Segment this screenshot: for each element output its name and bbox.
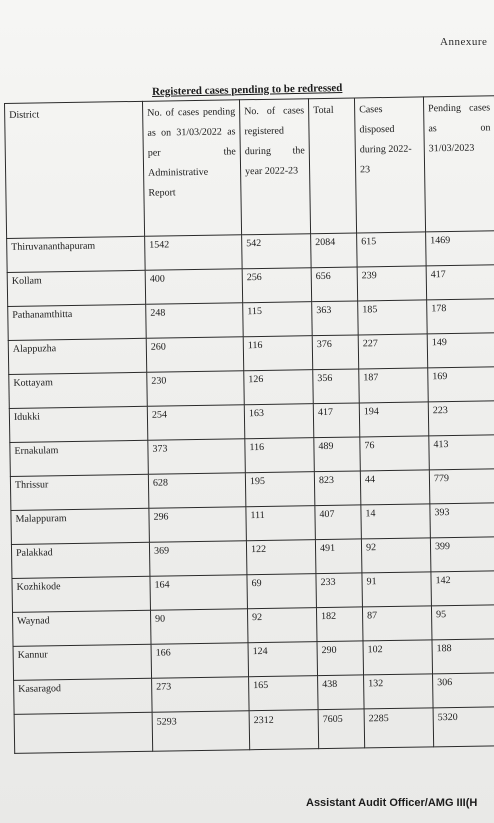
cell-district: Thiruvananthapuram (7, 236, 146, 272)
header-disposed: Cases disposed during 2022-23 (354, 97, 425, 233)
cell-registered: 116 (243, 336, 313, 371)
cell-pending-opening: 273 (152, 677, 250, 713)
cell-registered: 165 (249, 676, 319, 711)
cell-pending-opening: 90 (150, 609, 248, 645)
document-title: Registered cases pending to be redressed (151, 82, 343, 98)
cell-disposed: 76 (360, 436, 430, 471)
cell-pending-opening: 248 (146, 303, 244, 339)
cell-pending-opening: 373 (148, 439, 246, 475)
cell-district: Ernakulam (10, 440, 149, 476)
cell-disposed: 185 (358, 300, 428, 335)
total-pending-closing: 5320 (433, 707, 494, 747)
cell-pending-opening: 296 (149, 507, 247, 543)
cases-table (4, 95, 494, 754)
cell-pending-closing: 413 (429, 435, 494, 470)
total-pending-opening: 5293 (152, 711, 250, 752)
cell-registered: 116 (245, 438, 315, 473)
cell-total: 356 (313, 369, 360, 404)
totals-row (14, 707, 494, 754)
cell-district: Pathanamthitta (8, 304, 147, 340)
cell-total: 363 (312, 301, 359, 336)
cell-disposed: 14 (361, 504, 431, 539)
cell-district: Waynad (13, 610, 152, 646)
cell-pending-opening: 400 (145, 269, 243, 305)
cell-registered: 69 (247, 574, 317, 609)
cell-pending-closing: 169 (428, 367, 494, 402)
cell-pending-opening: 164 (150, 575, 248, 611)
cell-pending-opening: 1542 (145, 235, 243, 271)
cell-district: Malappuram (11, 508, 150, 544)
cell-registered: 111 (246, 506, 316, 541)
cell-district: Alappuzha (8, 338, 147, 374)
cell-pending-closing: 306 (433, 673, 494, 708)
cell-registered: 256 (242, 268, 312, 303)
cell-registered: 124 (248, 642, 318, 677)
cell-district: Kozhikode (12, 576, 151, 612)
cell-registered: 115 (243, 302, 313, 337)
cell-registered: 195 (245, 472, 315, 507)
cell-total: 823 (314, 471, 361, 506)
cell-total: 376 (312, 335, 359, 370)
cell-pending-opening: 369 (149, 541, 247, 577)
cell-registered: 122 (246, 540, 316, 575)
cell-pending-closing: 95 (431, 605, 494, 640)
cell-total: 417 (313, 403, 360, 438)
header-registered: No. of cases registered during the year 2022-23 (239, 99, 310, 235)
cell-disposed: 187 (359, 368, 429, 403)
cell-disposed: 91 (362, 572, 432, 607)
cell-total: 182 (316, 607, 363, 642)
cell-disposed: 239 (357, 266, 427, 301)
cell-pending-opening: 230 (147, 371, 245, 407)
cell-disposed: 615 (357, 232, 427, 267)
cell-registered: 542 (242, 234, 312, 269)
cell-total: 407 (315, 505, 362, 540)
signature-designation: Assistant Audit Officer/AMG III(H (306, 797, 478, 809)
cell-pending-closing: 779 (429, 469, 494, 504)
cell-registered: 126 (244, 370, 314, 405)
cell-total: 2084 (311, 233, 358, 268)
annexure-label: Annexure (440, 36, 488, 48)
cell-pending-opening: 166 (151, 643, 249, 679)
cell-registered: 92 (247, 608, 317, 643)
cases-table-container (4, 95, 494, 754)
header-pending-closing: Pending cases as on 31/03/2023 (423, 96, 494, 232)
header-district: District (5, 101, 145, 238)
cell-pending-closing: 178 (427, 299, 494, 334)
cell-pending-closing: 223 (428, 401, 494, 436)
header-pending-opening: No. of cases pending as on 31/03/2022 as per the Administrative Report (142, 100, 241, 237)
cell-district: Thrissur (10, 474, 149, 510)
cell-pending-closing: 142 (431, 571, 494, 606)
cell-total: 491 (315, 539, 362, 574)
total-total: 7605 (318, 709, 365, 749)
cell-pending-closing: 393 (430, 503, 494, 538)
cell-pending-closing: 188 (432, 639, 494, 674)
cell-pending-closing: 399 (430, 537, 494, 572)
total-registered: 2312 (249, 710, 319, 750)
cell-total: 233 (316, 573, 363, 608)
table-header-row (5, 96, 494, 239)
cell-disposed: 44 (360, 470, 430, 505)
total-disposed: 2285 (364, 708, 434, 748)
cell-disposed: 87 (362, 606, 432, 641)
cell-district: Idukki (9, 406, 148, 442)
cell-total: 438 (318, 675, 365, 710)
cell-district: Kannur (13, 644, 152, 680)
cell-district: Kasaragod (14, 678, 153, 714)
cell-disposed: 227 (358, 334, 428, 369)
cell-pending-closing: 1469 (426, 231, 494, 266)
cell-pending-closing: 149 (427, 333, 494, 368)
total-district (14, 712, 153, 753)
cell-district: Palakkad (11, 542, 150, 578)
cell-total: 290 (317, 641, 364, 676)
cell-disposed: 194 (359, 402, 429, 437)
header-total: Total (308, 98, 356, 234)
cell-registered: 163 (244, 404, 314, 439)
cell-disposed: 132 (364, 674, 434, 709)
table-body (7, 231, 494, 754)
cell-pending-opening: 628 (148, 473, 246, 509)
cell-disposed: 92 (361, 538, 431, 573)
cell-total: 489 (314, 437, 361, 472)
cell-pending-opening: 254 (147, 405, 245, 441)
cell-pending-closing: 417 (426, 265, 494, 300)
cell-district: Kottayam (9, 372, 148, 408)
cell-district: Kollam (7, 270, 146, 306)
cell-disposed: 102 (363, 640, 433, 675)
cell-pending-opening: 260 (146, 337, 244, 373)
cell-total: 656 (311, 267, 358, 302)
